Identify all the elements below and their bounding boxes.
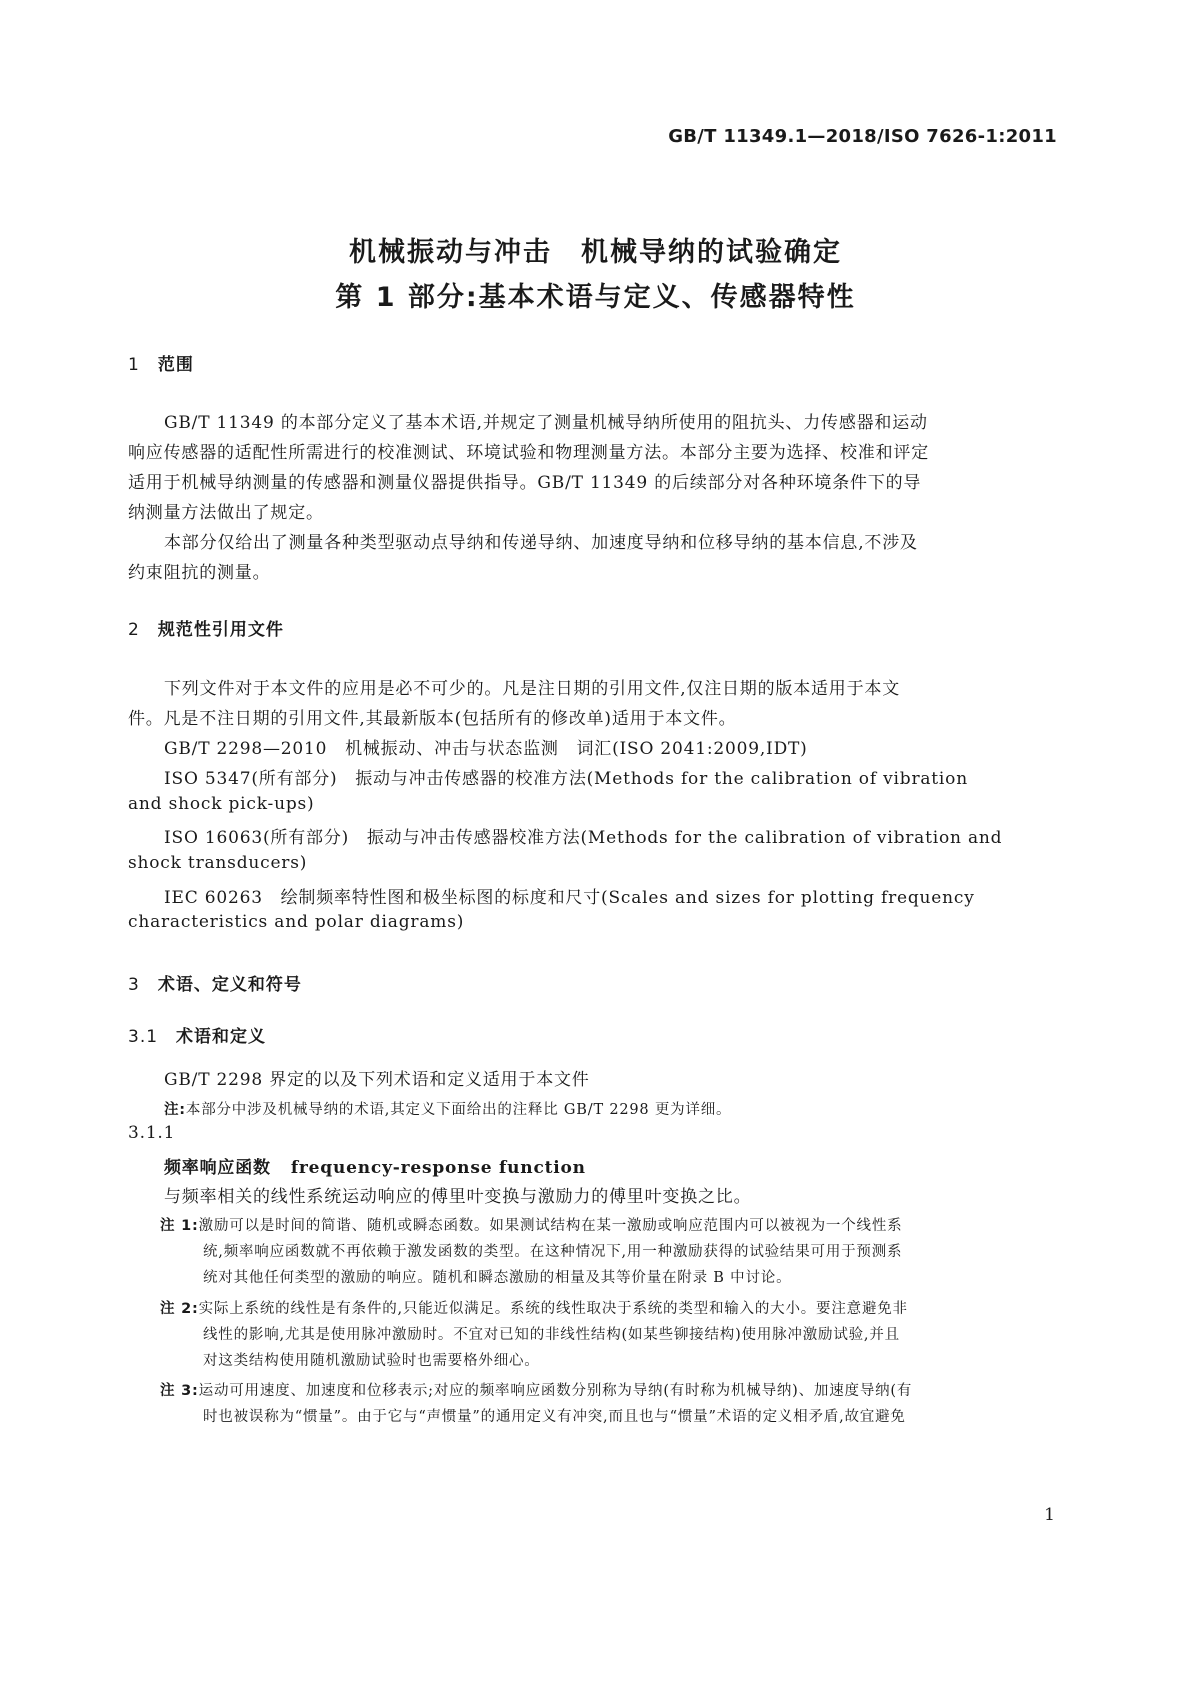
note-3	[160, 1379, 912, 1400]
note-line: 实际上系统的线性是有条件的,只能近似满足。系统的线性取决于系统的类型和输入的大小。要注意避免非	[198, 1301, 908, 1317]
title-line-1: 机械振动与冲击 机械导纳的试验确定	[349, 237, 842, 268]
subsection-3-1-number: 3.1	[128, 1027, 159, 1047]
section-1-line: GB/T 11349 的本部分定义了基本术语,并规定了测量机械导纳所使用的阻抗头、力传感器和运动	[164, 413, 928, 433]
section-3-heading	[128, 970, 302, 995]
section-2-line: 件。凡是不注日期的引用文件,其最新版本(包括所有的修改单)适用于本文件。	[128, 709, 737, 729]
reference-entry: GB/T 2298—2010 机械振动、冲击与状态监测 词汇(ISO 2041:2009,IDT)	[164, 739, 808, 759]
section-1-line: 约束阻抗的测量。	[128, 563, 271, 583]
term-heading	[164, 1153, 586, 1178]
reference-entry-cont: shock transducers)	[128, 853, 308, 873]
section-1-heading	[128, 350, 194, 375]
note-line: 运动可用速度、加速度和位移表示;对应的频率响应函数分别称为导纳(有时称为机械导纳)、加速度导纳(有	[198, 1383, 913, 1399]
note-line: 统,频率响应函数就不再依赖于激发函数的类型。在这种情况下,用一种激励获得的试验结果可用于预测系	[203, 1244, 903, 1260]
note-line: 对这类结构使用随机激励试验时也需要格外细心。	[203, 1353, 540, 1369]
section-2-line: 下列文件对于本文件的应用是必不可少的。凡是注日期的引用文件,仅注日期的版本适用于本文	[164, 679, 901, 699]
reference-entry: IEC 60263 绘制频率特性图和极坐标图的标度和尺寸(Scales and sizes for plotting frequency	[164, 888, 975, 908]
subsection-3-1-title: 术语和定义	[176, 1027, 267, 1047]
note-line: 激励可以是时间的简谐、随机或瞬态函数。如果测试结构在某一激励或响应范围内可以被视为一个线性系	[198, 1218, 903, 1234]
definitions-intro: GB/T 2298 界定的以及下列术语和定义适用于本文件	[164, 1070, 590, 1090]
section-1-number: 1	[128, 355, 140, 375]
section-2-heading	[128, 615, 284, 640]
reference-entry: ISO 5347(所有部分) 振动与冲击传感器的校准方法(Methods for the calibration of vibration	[164, 769, 968, 789]
section-1-line: 响应传感器的适配性所需进行的校准测试、环境试验和物理测量方法。本部分主要为选择、校准和评定	[128, 443, 929, 463]
note-3-label: 注 3:	[160, 1383, 199, 1399]
note-text: 本部分中涉及机械导纳的术语,其定义下面给出的注释比 GB/T 2298 更为详细。	[185, 1102, 732, 1118]
section-2-number: 2	[128, 620, 140, 640]
section-3-title: 术语、定义和符号	[157, 975, 302, 995]
reference-entry-cont: and shock pick-ups)	[128, 794, 315, 814]
section-1-line: 适用于机械导纳测量的传感器和测量仪器提供指导。GB/T 11349 的后续部分对各种环境条件下的导	[128, 473, 922, 493]
note-1	[160, 1214, 902, 1235]
section-1-title: 范围	[157, 355, 194, 375]
reference-entry: ISO 16063(所有部分) 振动与冲击传感器校准方法(Methods for the calibration of vibration and	[164, 828, 1003, 848]
page-number: 1	[1044, 1505, 1055, 1525]
term-definition: 与频率相关的线性系统运动响应的傅里叶变换与激励力的傅里叶变换之比。	[164, 1187, 752, 1207]
section-2-title: 规范性引用文件	[157, 620, 284, 640]
general-note	[164, 1098, 731, 1119]
note-line: 线性的影响,尤其是使用脉冲激励时。不宜对已知的非线性结构(如某些铆接结构)使用脉冲激励试验,并且	[203, 1327, 900, 1343]
note-2	[160, 1297, 908, 1318]
subsection-3-1-heading	[128, 1022, 266, 1047]
standard-code: GB/T 11349.1—2018/ISO 7626-1:2011	[668, 126, 1057, 147]
note-2-label: 注 2:	[160, 1301, 199, 1317]
section-3-number: 3	[128, 975, 140, 995]
term-chinese: 频率响应函数	[164, 1158, 271, 1178]
reference-entry-cont: characteristics and polar diagrams)	[128, 912, 465, 932]
note-line: 时也被误称为“惯量”。由于它与“声惯量”的通用定义有冲突,而且也与“惯量”术语的定义相矛盾,故宜避免	[203, 1409, 906, 1425]
note-label: 注:	[164, 1102, 186, 1118]
term-number: 3.1.1	[128, 1123, 176, 1143]
section-1-line: 本部分仅给出了测量各种类型驱动点导纳和传递导纳、加速度导纳和位移导纳的基本信息,不涉及	[164, 533, 918, 553]
section-1-line: 纳测量方法做出了规定。	[128, 503, 324, 523]
note-1-label: 注 1:	[160, 1218, 199, 1234]
term-english: frequency-response function	[290, 1158, 586, 1178]
title-line-2: 第 1 部分:基本术语与定义、传感器特性	[335, 282, 856, 313]
note-line: 统对其他任何类型的激励的响应。随机和瞬态激励的相量及其等价量在附录 B 中讨论。	[203, 1270, 792, 1286]
